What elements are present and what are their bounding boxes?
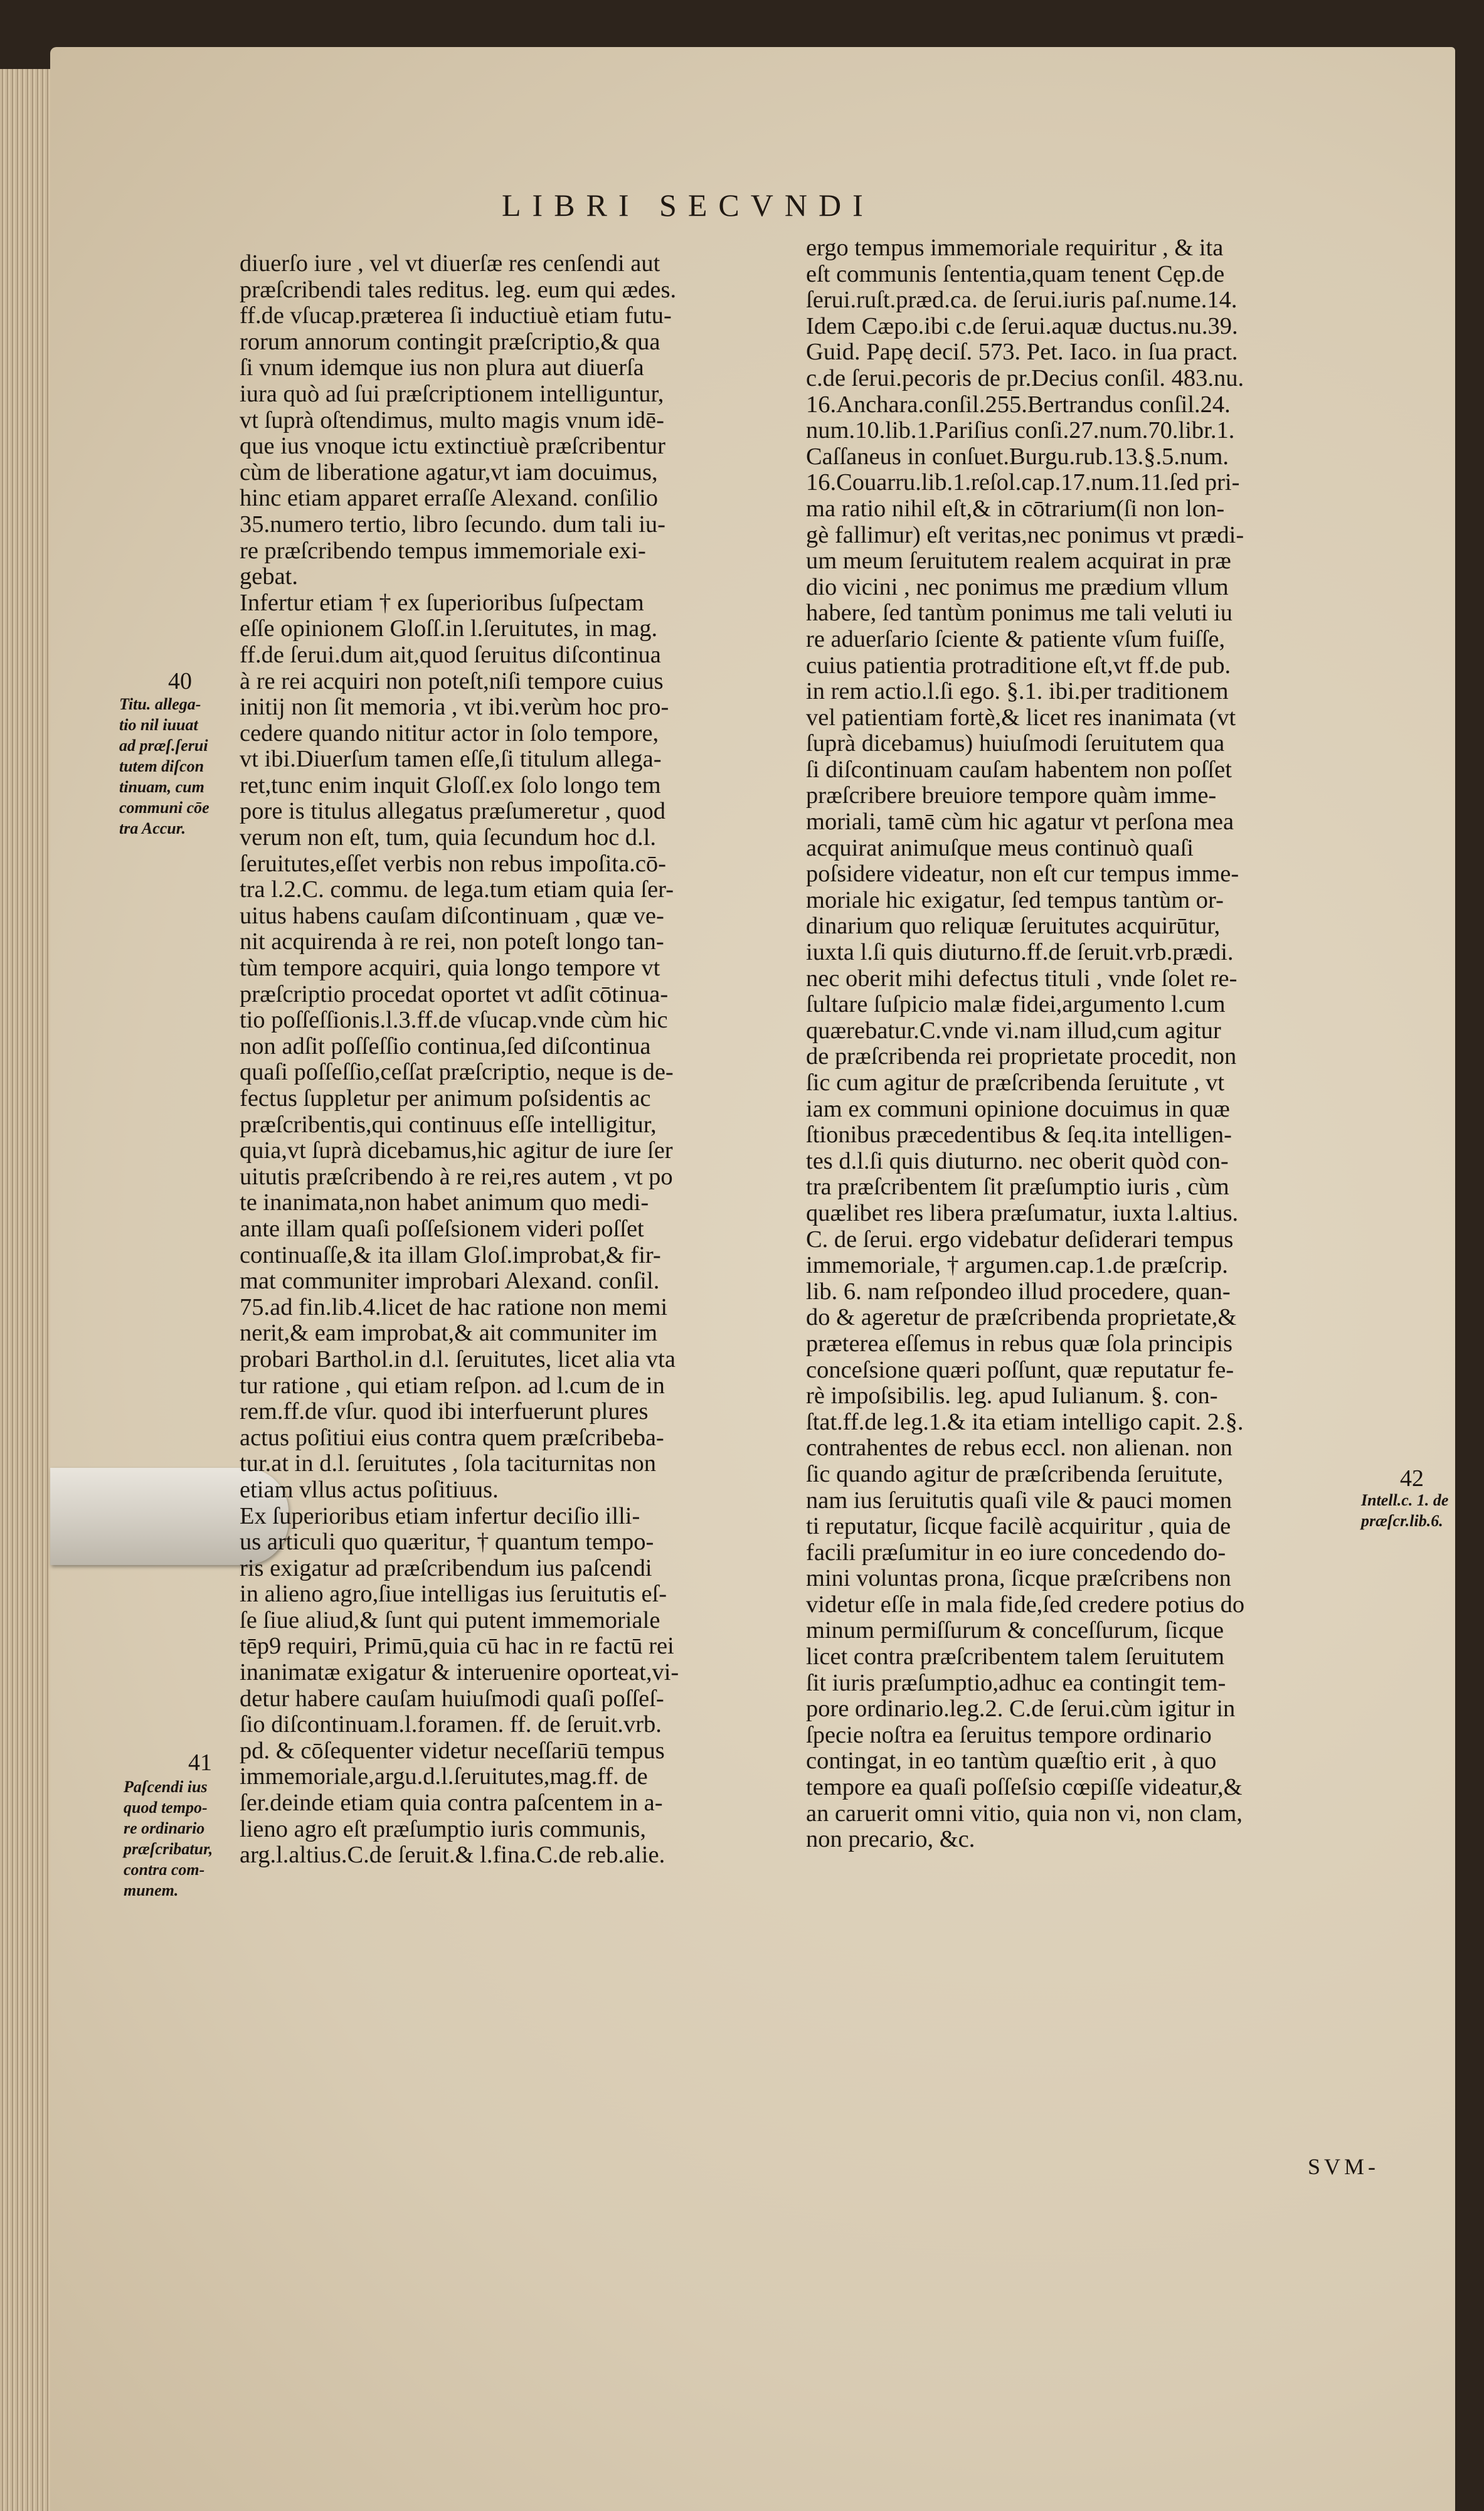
margin-note-line: ad præſ.ſerui [119,736,208,755]
text-line: tes d.l.ſi quis diuturno. nec oberit quòd con- [806,1147,1229,1174]
margin-note-line: tio nil iuuat [119,716,198,734]
text-line: ſerui.ruſt.præd.ca. de ſerui.iuris paſ.nume.14. [806,287,1238,314]
margin-note-42 [1361,1490,1448,1531]
margin-note-41 [124,1776,213,1901]
text-line: tra præſcribentem ſit præſumptio iuris , cùm [806,1174,1229,1201]
text-line: nec oberit mihi defectus tituli , vnde ſolet re- [806,965,1238,992]
text-line: ſic quando agitur de præſcribenda ſeruitute, [806,1460,1223,1487]
text-line: in rem actio.l.ſi ego. §.1. ibi.per traditionem [806,678,1229,705]
margin-note-line: Intell.c. 1. de [1361,1491,1449,1509]
text-line: iura quò ad ſui præſcriptionem intelliguntur, [240,380,664,407]
text-line: diuerſo iure , vel vt diuerſæ res cenſendi aut [240,250,660,277]
text-line: ſultare ſuſpicio malæ fidei,argumento l.cum [806,991,1226,1018]
text-line: C. de ſerui. ergo videbatur deſiderari tempus [806,1226,1234,1253]
text-line: contingat, in eo tantùm quæſtio erit , à quo [806,1748,1217,1775]
margin-number-40: 40 [168,668,192,694]
text-line: fectus ſuppletur per animum poſsidentis ac [240,1085,651,1112]
text-line: cùm de liberatione agatur,vt iam docuimus, [240,459,658,486]
text-line: ſtionibus præcedentibus & ſeq.ita intelligen- [806,1122,1232,1149]
text-line: 16.Couarru.lib.1.reſol.cap.17.num.11.ſed pri- [806,469,1240,496]
text-line: an caruerit omni vitio, quia non vi, non clam, [806,1800,1243,1827]
margin-number-42: 42 [1400,1465,1424,1492]
text-line: ris exigatur ad præſcribendum ius paſcendi [240,1554,652,1581]
text-line: ante illam quaſi poſſeſsionem videri poſſet [240,1215,644,1242]
text-line: tur ratione , qui etiam reſpon. ad l.cum de in [240,1372,665,1399]
text-line: hinc etiam apparet erraſſe Alexand. conſilio [240,485,659,512]
text-line: cuius patientia protraditione eſt,vt ff.de pub. [806,652,1231,679]
text-line: iam ex communi opinione docuimus in quæ [806,1095,1230,1122]
margin-note-line: munem. [124,1881,179,1899]
text-line: ſuprà dicebamus) huiuſmodi ſeruitutem qua [806,730,1225,757]
text-line: 16.Anchara.conſil.255.Bertrandus conſil.24. [806,391,1231,418]
margin-number-41: 41 [188,1749,212,1776]
text-line: tēp9 requiri, Primū,quia cū hac in re factū rei [240,1633,674,1660]
text-line: vt ſuprà oſtendimus, multo magis vnum idē- [240,406,664,433]
margin-note-line: tra Accur. [119,819,186,837]
margin-note-line: quod tempo- [124,1798,208,1817]
margin-note-40 [119,694,209,839]
text-line: uitutis præſcribendo à re rei,res autem , vt po [240,1163,673,1190]
text-line: quaſi poſſeſſio,ceſſat præſcriptio, neque is de- [240,1059,674,1086]
text-line: arg.l.altius.C.de ſeruit.& l.fina.C.de reb.alie. [240,1842,665,1869]
text-line: non precario, &c. [806,1826,975,1853]
text-line: Ex ſuperioribus etiam infertur deciſio illi- [240,1502,640,1529]
text-line: ſio diſcontinuam.l.foramen. ff. de ſeruit.vrb. [240,1711,662,1738]
text-line: Infertur etiam † ex ſuperioribus ſuſpectam [240,589,644,616]
text-line: pore ordinario.leg.2. C.de ſerui.cùm igitur in [806,1696,1236,1723]
text-line: immemoriale, † argumen.cap.1.de præſcrip. [806,1252,1228,1279]
text-line: moriale hic exigatur, ſed tempus tantùm or- [806,886,1224,913]
text-line: moriali, tamē cùm hic agatur vt perſona mea [806,809,1234,836]
margin-note-line: re ordinario [124,1819,205,1837]
text-line: ff.de vſucap.præterea ſi inductiuè etiam futu- [240,302,672,329]
text-line: 75.ad fin.lib.4.licet de hac ratione non memi [240,1293,668,1320]
text-line: præſcribere breuiore tempore quàm imme- [806,782,1217,809]
left-text-column [240,251,798,1869]
text-line: facili præſumitur in eo iure concedendo do- [806,1539,1226,1566]
text-line: Guid. Papę deciſ. 573. Pet. Iaco. in ſua pract. [806,339,1238,366]
text-line: dio vicini , nec ponimus me prædium vllum [806,573,1229,600]
text-line: tempore ea quaſi poſſeſsio cœpiſſe videatur,& [806,1774,1243,1801]
text-line: do & ageretur de præſcribenda proprietate,& [806,1304,1237,1331]
text-line: ſtat.ff.de leg.1.& ita etiam intelligo capit. 2.§. [806,1408,1244,1435]
text-line: gebat. [240,563,298,590]
text-line: continuaſſe,& ita illam Gloſ.improbat,& fir- [240,1241,661,1268]
text-line: probari Barthol.in d.l. ſeruitutes, licet alia vta [240,1346,676,1372]
text-line: ergo tempus immemoriale requiritur , & ita [806,235,1224,261]
text-line: tùm tempore acquiri, quia longo tempore vt [240,955,660,982]
text-line: ma ratio nihil eſt,& in cōtrarium(ſi non lon- [806,495,1225,522]
text-line: quærebatur.C.vnde vi.nam illud,cum agitur [806,1017,1221,1044]
margin-note-line: tinuam, cum [119,778,204,796]
text-line: ſe ſiue aliud,& ſunt qui putent immemoriale [240,1606,660,1633]
text-line: lib. 6. nam reſpondeo illud procedere, quan- [806,1278,1231,1305]
text-line: conceſsione quæri poſſunt, quæ reputatur fe- [806,1356,1234,1383]
text-line: 35.numero tertio, libro ſecundo. dum tali iu- [240,511,665,538]
text-line: re aduerſario ſciente & patiente vſum fuiſſe, [806,625,1226,652]
text-line: contrahentes de rebus eccl. non alienan. non [806,1435,1232,1462]
text-line: vel patientiam fortè,& licet res inanimata (vt [806,704,1236,731]
text-line: ff.de ſerui.dum ait,quod ſeruitus diſcontinua [240,641,661,668]
text-line: pore is titulus allegatus præſumeretur , quod [240,798,665,825]
text-line: non adſit poſſeſſio continua,ſed diſcontinua [240,1033,651,1059]
margin-note-line: Titu. allega- [119,695,201,713]
text-line: eſſe opinionem Gloſſ.in l.ſeruitutes, in mag. [240,615,658,642]
text-line: us articuli quo quæritur, † quantum tempo- [240,1529,654,1556]
text-line: ſeruitutes,eſſet verbis non rebus impoſita.cō- [240,850,666,877]
text-line: nam ius ſeruitutis quaſi vile & pauci momen [806,1487,1232,1514]
text-line: habere, ſed tantùm ponimus me tali veluti iu [806,600,1233,627]
margin-note-line: præſcr.lib.6. [1361,1512,1443,1530]
text-line: præſcribentis,qui continuus eſſe intelligitur, [240,1111,657,1138]
text-line: ſit iuris præſumptio,adhuc ea contingit tem- [806,1669,1226,1696]
text-line: nerit,& eam improbat,& ait communiter im [240,1320,658,1347]
text-line: rorum annorum contingit præſcriptio,& qua [240,328,660,355]
text-line: minum permiſſurum & conceſſurum, ſicque [806,1617,1224,1644]
margin-note-line: tutem diſcon [119,757,204,775]
text-line: ſi diſcontinuam cauſam habentem non poſſet [806,756,1232,783]
text-line: ret,tunc enim inquit Gloſſ.ex ſolo longo tem [240,772,661,799]
text-line: videtur eſſe in mala fide,ſed credere potius do [806,1591,1245,1618]
text-line: tra l.2.C. commu. de lega.tum etiam quia ſer- [240,876,674,903]
text-line: iuxta l.ſi quis diuturno.ff.de ſeruit.vrb.prædi. [806,939,1234,966]
text-line: c.de ſerui.pecoris de pr.Decius conſil. 483.nu. [806,364,1244,391]
text-line: num.10.lib.1.Pariſius conſi.27.num.70.libr.1. [806,417,1235,444]
text-line: uitus habens cauſam diſcontinuam , quæ ve- [240,902,664,929]
text-line: ti reputatur, ſicque facilè acquiritur , quia de [806,1513,1231,1540]
text-line: rè impoſsibilis. leg. apud Iulianum. §. con- [806,1383,1218,1409]
margin-note-line: Paſcendi ius [124,1778,208,1796]
text-line: ſpecie noſtra ea ſeruitus tempore ordinario [806,1721,1212,1748]
margin-note-line: præſcribatur, [124,1840,213,1858]
text-line: immemoriale,argu.d.l.ſeruitutes,mag.ff. de [240,1763,648,1790]
text-line: ſic cum agitur de præſcribenda ſeruitute , vt [806,1070,1225,1096]
text-line: vt ibi.Diuerſum tamen eſſe,ſi titulum allega- [240,746,662,773]
running-header: LIBRI SECVNDI [502,188,874,223]
text-line: rem.ff.de vſur. quod ibi interfuerunt plures [240,1398,649,1425]
text-line: lieno agro eſt præſumptio iuris communis, [240,1815,647,1842]
text-line: detur habere cauſam huiuſmodi quaſi poſſeſ- [240,1685,664,1712]
text-line: verum non eſt, tum, quia ſecundum hoc d.l. [240,824,656,851]
text-line: dinarium quo reliquæ ſeruitutes acquirūtur, [806,913,1221,940]
margin-note-line: contra com- [124,1861,205,1879]
text-line: acquirat animuſque meus continuò quaſi [806,834,1194,861]
text-line: mat communiter improbari Alexand. conſil. [240,1268,660,1295]
text-line: initij non ſit memoria , vt ibi.verùm hoc pro- [240,694,669,721]
catchword: SVM- [1308,2154,1380,2179]
text-line: etiam vllus actus poſitiuus. [240,1476,499,1503]
text-line: ſer.deinde etiam quia contra paſcentem in a- [240,1790,663,1817]
text-line: actus poſitiui eius contra quem præſcribeba- [240,1424,664,1451]
text-line: inanimatæ exigatur & interuenire oporteat,vi- [240,1659,679,1686]
margin-note-line: communi cōe [119,799,209,817]
text-line: præſcriptio procedat oportet vt adſit cōtinua- [240,980,669,1007]
text-line: tio poſſeſſionis.l.3.ff.de vſucap.vnde cùm hic [240,1007,668,1034]
text-line: præſcribendi tales reditus. leg. eum qui ædes. [240,276,677,303]
text-line: poſsidere videatur, non eſt cur tempus imme- [806,861,1239,888]
text-line: Idem Cæpo.ibi c.de ſerui.aquæ ductus.nu.39. [806,312,1238,339]
text-line: que ius vnoque ictu extinctiuè præſcribentur [240,433,665,460]
text-line: re præſcribendo tempus immemoriale exi- [240,537,646,564]
right-text-column [806,235,1370,1853]
text-line: pd. & cōſequenter videtur neceſſariū tempus [240,1737,665,1764]
text-line: à re rei acquiri non poteſt,niſi tempore cuius [240,667,664,694]
text-line: in alieno agro,ſiue intelligas ius ſeruitutis eſ- [240,1581,667,1608]
text-line: de præſcribenda rei proprietate procedit, non [806,1043,1237,1070]
text-line: ſi vnum idemque ius non plura aut diuerſa [240,354,644,381]
text-line: gè fallimur) eſt veritas,nec ponimus vt prædi- [806,521,1244,548]
text-line: um meum ſeruitutem realem acquirat in præ [806,548,1231,575]
text-line: nit acquirenda à re rei, non poteſt longo tan- [240,928,664,955]
text-line: præterea eſſemus in rebus quæ ſola principis [806,1330,1233,1357]
text-line: quia,vt ſuprà dicebamus,hic agitur de iure ſer [240,1137,673,1164]
text-line: eſt communis ſententia,quam tenent Cęp.de [806,260,1225,287]
text-line: quælibet res libera præſumatur, iuxta l.altius. [806,1199,1239,1226]
text-line: tur.at in d.l. ſeruitutes , ſola taciturnitas non [240,1450,656,1477]
text-line: mini voluntas prona, ſicque præſcribens non [806,1565,1231,1592]
text-line: Caſſaneus in conſuet.Burgu.rub.13.§.5.num. [806,443,1229,470]
text-line: te inanimata,non habet animum quo medi- [240,1189,649,1216]
text-line: cedere quando nititur actor in ſolo tempore, [240,719,659,746]
text-line: licet contra præſcribentem talem ſeruitutem [806,1643,1225,1670]
